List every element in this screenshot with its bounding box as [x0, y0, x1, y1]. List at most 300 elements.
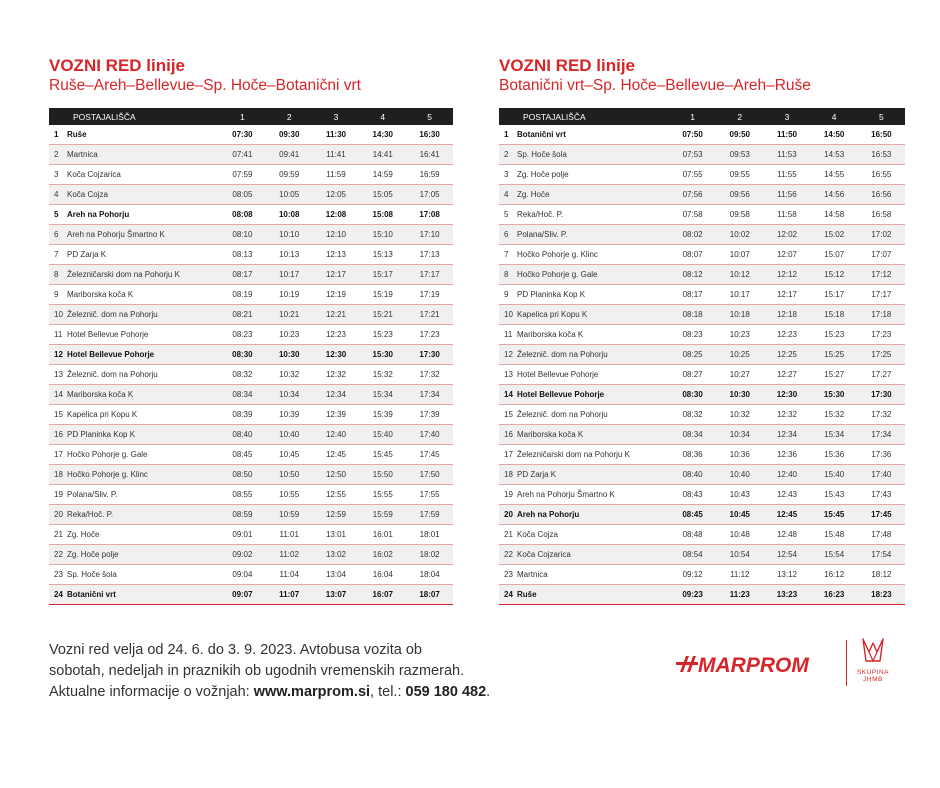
departure-time: 12:45: [313, 445, 360, 465]
departure-time: 12:32: [763, 405, 810, 425]
departure-time: 12:05: [313, 185, 360, 205]
info-line: [49, 682, 490, 703]
departure-time: 11:58: [763, 205, 810, 225]
departure-time: 10:07: [716, 245, 763, 265]
stop-number: 1: [49, 125, 67, 145]
stop-number: 2: [49, 145, 67, 165]
timetable-title: VOZNI RED linije: [49, 56, 186, 75]
departure-time: 10:10: [266, 225, 313, 245]
stop-name: Areh na Pohorju: [517, 505, 669, 525]
table-row: [49, 265, 453, 285]
stop-name: Hotel Bellevue Pohorje: [517, 385, 669, 405]
departure-time: 12:36: [763, 445, 810, 465]
stop-number: 21: [499, 525, 517, 545]
stop-name: Hočko Pohorje g. Gale: [67, 445, 219, 465]
stop-name: Polana/Sliv. P.: [517, 225, 669, 245]
departure-time: 13:02: [313, 545, 360, 565]
departure-time: 12:21: [313, 305, 360, 325]
departure-time: 12:40: [313, 425, 360, 445]
departure-time: 12:23: [763, 325, 810, 345]
departure-time: 14:59: [359, 165, 406, 185]
departure-time: 15:34: [359, 385, 406, 405]
table-row: [49, 245, 453, 265]
table-row: [499, 425, 905, 445]
departure-time: 10:30: [266, 345, 313, 365]
departure-time: 15:55: [359, 485, 406, 505]
table-body: [49, 125, 453, 605]
stop-name: Koča Cojza: [67, 185, 219, 205]
departure-time: 11:12: [716, 565, 763, 585]
departure-time: 10:27: [716, 365, 763, 385]
departure-time: 10:18: [716, 305, 763, 325]
departure-time: 07:55: [669, 165, 716, 185]
departure-time: 17:32: [406, 365, 453, 385]
departure-time: 15:36: [811, 445, 858, 465]
table-row: [499, 225, 905, 245]
header-stops: POSTAJALIŠČA: [67, 108, 219, 125]
departure-time: 10:19: [266, 285, 313, 305]
stop-number: 17: [499, 445, 517, 465]
departure-time: 16:53: [858, 145, 905, 165]
stop-name: Hotel Bellevue Pohorje: [67, 325, 219, 345]
departure-time: 17:13: [406, 245, 453, 265]
departure-time: 15:18: [811, 305, 858, 325]
departure-time: 10:05: [266, 185, 313, 205]
stop-number: 3: [49, 165, 67, 185]
departure-time: 10:08: [266, 205, 313, 225]
table-row: [49, 125, 453, 145]
departure-time: 16:59: [406, 165, 453, 185]
departure-time: 08:18: [669, 305, 716, 325]
stop-name: PD Planinka Kop K: [67, 425, 219, 445]
departure-time: 17:30: [406, 345, 453, 365]
table-body: [499, 125, 905, 605]
logo-divider: [846, 640, 847, 686]
departure-time: 17:08: [406, 205, 453, 225]
departure-time: 12:50: [313, 465, 360, 485]
group-label-line-2: JHMB: [863, 676, 883, 683]
departure-time: 10:39: [266, 405, 313, 425]
departure-time: 12:12: [763, 265, 810, 285]
table-row: [49, 185, 453, 205]
table-row: [49, 565, 453, 585]
departure-time: 18:23: [858, 585, 905, 605]
departure-time: 11:02: [266, 545, 313, 565]
departure-time: 14:50: [811, 125, 858, 145]
departure-time: 17:23: [406, 325, 453, 345]
departure-time: 12:30: [313, 345, 360, 365]
stop-name: Zg. Hoče: [67, 525, 219, 545]
departure-time: 17:34: [858, 425, 905, 445]
departure-time: 16:07: [359, 585, 406, 605]
departure-time: 17:40: [858, 465, 905, 485]
departure-time: 09:01: [219, 525, 266, 545]
stop-number: 6: [499, 225, 517, 245]
departure-time: 17:50: [406, 465, 453, 485]
phone-number[interactable]: 059 180 482: [405, 684, 487, 700]
departure-time: 08:34: [669, 425, 716, 445]
stop-number: 9: [49, 285, 67, 305]
departure-time: 08:36: [669, 445, 716, 465]
marprom-logo-text: MARPROM: [698, 654, 809, 677]
departure-time: 16:04: [359, 565, 406, 585]
table-row: [499, 185, 905, 205]
stop-number: 24: [49, 585, 67, 605]
departure-time: 08:45: [219, 445, 266, 465]
departure-time: 08:07: [669, 245, 716, 265]
departure-time: 10:23: [266, 325, 313, 345]
header-number: [49, 108, 67, 125]
departure-time: 12:34: [763, 425, 810, 445]
departure-time: 15:27: [811, 365, 858, 385]
departure-time: 09:58: [716, 205, 763, 225]
stop-number: 15: [499, 405, 517, 425]
stop-number: 9: [499, 285, 517, 305]
departure-time: 15:17: [811, 285, 858, 305]
table-row: [499, 265, 905, 285]
stop-number: 14: [499, 385, 517, 405]
departure-time: 15:10: [359, 225, 406, 245]
table-row: [49, 225, 453, 245]
timetable-table: [499, 108, 905, 605]
table-row: [49, 445, 453, 465]
departure-time: 15:54: [811, 545, 858, 565]
table-row: [499, 245, 905, 265]
stop-number: 2: [499, 145, 517, 165]
departure-time: 11:55: [763, 165, 810, 185]
departure-time: 17:48: [858, 525, 905, 545]
departure-time: 12:17: [313, 265, 360, 285]
departure-time: 09:41: [266, 145, 313, 165]
departure-time: 17:12: [858, 265, 905, 285]
departure-time: 12:17: [763, 285, 810, 305]
table-row: [49, 325, 453, 345]
departure-time: 08:19: [219, 285, 266, 305]
departure-time: 14:55: [811, 165, 858, 185]
departure-time: 10:36: [716, 445, 763, 465]
departure-time: 15:32: [811, 405, 858, 425]
stop-number: 12: [499, 345, 517, 365]
departure-time: 17:39: [406, 405, 453, 425]
stop-name: Železničarski dom na Pohorju K: [517, 445, 669, 465]
stop-name: Reka/Hoč. P.: [67, 505, 219, 525]
departure-time: 15:30: [359, 345, 406, 365]
table-row: [499, 485, 905, 505]
departure-time: 15:40: [359, 425, 406, 445]
stop-number: 5: [49, 205, 67, 225]
departure-time: 12:59: [313, 505, 360, 525]
website-link[interactable]: www.marprom.si: [253, 684, 371, 700]
departure-time: 12:08: [313, 205, 360, 225]
stop-name: Kapelica pri Kopu K: [517, 305, 669, 325]
validity-line-1: Vozni red velja od 24. 6. do 3. 9. 2023. Avtobusa vozita ob: [49, 642, 422, 658]
departure-time: 17:34: [406, 385, 453, 405]
departure-time: 09:02: [219, 545, 266, 565]
departure-time: 08:48: [669, 525, 716, 545]
table-row: [499, 545, 905, 565]
departure-time: 18:01: [406, 525, 453, 545]
table-row: [49, 545, 453, 565]
marprom-logo: [676, 648, 836, 680]
stop-number: 14: [49, 385, 67, 405]
departure-time: 10:30: [716, 385, 763, 405]
table-row: [499, 525, 905, 545]
table-row: [49, 345, 453, 365]
departure-time: 10:32: [716, 405, 763, 425]
table-row: [499, 345, 905, 365]
departure-time: 07:59: [219, 165, 266, 185]
departure-time: 11:23: [716, 585, 763, 605]
departure-time: 15:07: [811, 245, 858, 265]
departure-time: 12:43: [763, 485, 810, 505]
stop-name: Zg. Hoče polje: [67, 545, 219, 565]
stop-number: 11: [49, 325, 67, 345]
stop-number: 4: [49, 185, 67, 205]
stop-name: Koča Cojza: [517, 525, 669, 545]
stop-number: 15: [49, 405, 67, 425]
departure-time: 08:10: [219, 225, 266, 245]
departure-time: 15:40: [811, 465, 858, 485]
header-departure-3: 3: [313, 108, 360, 125]
jhmb-crown-icon: [860, 636, 886, 664]
departure-time: 08:32: [669, 405, 716, 425]
departure-time: 11:07: [266, 585, 313, 605]
departure-time: 15:19: [359, 285, 406, 305]
departure-time: 16:01: [359, 525, 406, 545]
departure-time: 15:12: [811, 265, 858, 285]
departure-time: 13:23: [763, 585, 810, 605]
departure-time: 12:54: [763, 545, 810, 565]
info-mid: , tel.:: [370, 684, 406, 700]
validity-note: [49, 640, 490, 703]
header-number: [499, 108, 517, 125]
departure-time: 10:25: [716, 345, 763, 365]
departure-time: 09:23: [669, 585, 716, 605]
stop-name: Mariborska koča K: [67, 285, 219, 305]
table-row: [499, 465, 905, 485]
stop-number: 11: [499, 325, 517, 345]
departure-time: 18:04: [406, 565, 453, 585]
departure-time: 10:48: [716, 525, 763, 545]
departure-time: 10:55: [266, 485, 313, 505]
stop-number: 21: [49, 525, 67, 545]
departure-time: 16:02: [359, 545, 406, 565]
table-row: [49, 485, 453, 505]
stop-number: 17: [49, 445, 67, 465]
stop-number: 13: [499, 365, 517, 385]
stop-name: PD Zarja K: [517, 465, 669, 485]
stop-number: 7: [49, 245, 67, 265]
table-header-row: [499, 108, 905, 125]
departure-time: 14:56: [811, 185, 858, 205]
stop-name: Sp. Hoče šola: [517, 145, 669, 165]
stop-number: 1: [499, 125, 517, 145]
departure-time: 11:01: [266, 525, 313, 545]
departure-time: 12:10: [313, 225, 360, 245]
departure-time: 17:36: [858, 445, 905, 465]
stop-name: Zg. Hoče polje: [517, 165, 669, 185]
stop-name: Martnica: [517, 565, 669, 585]
departure-time: 08:39: [219, 405, 266, 425]
table-row: [499, 285, 905, 305]
departure-time: 08:43: [669, 485, 716, 505]
departure-time: 11:04: [266, 565, 313, 585]
departure-time: 10:45: [266, 445, 313, 465]
departure-time: 11:50: [763, 125, 810, 145]
stop-number: 23: [499, 565, 517, 585]
header-departure-1: 1: [219, 108, 266, 125]
info-prefix: Aktualne informacije o vožnjah:: [49, 684, 254, 700]
table-row: [49, 205, 453, 225]
header-departure-2: 2: [266, 108, 313, 125]
departure-time: 10:45: [716, 505, 763, 525]
departure-time: 12:55: [313, 485, 360, 505]
stop-number: 22: [49, 545, 67, 565]
departure-time: 08:23: [669, 325, 716, 345]
departure-time: 12:19: [313, 285, 360, 305]
header-departure-2: 2: [716, 108, 763, 125]
departure-time: 08:17: [219, 265, 266, 285]
departure-time: 10:54: [716, 545, 763, 565]
header-stops: POSTAJALIŠČA: [517, 108, 669, 125]
departure-time: 12:07: [763, 245, 810, 265]
stop-name: Mariborska koča K: [517, 425, 669, 445]
departure-time: 15:50: [359, 465, 406, 485]
departure-time: 16:12: [811, 565, 858, 585]
departure-time: 08:23: [219, 325, 266, 345]
departure-time: 17:59: [406, 505, 453, 525]
departure-time: 10:40: [266, 425, 313, 445]
stop-name: Botanični vrt: [67, 585, 219, 605]
stop-number: 19: [499, 485, 517, 505]
departure-time: 07:58: [669, 205, 716, 225]
departure-time: 11:41: [313, 145, 360, 165]
stop-number: 20: [49, 505, 67, 525]
departure-time: 10:32: [266, 365, 313, 385]
departure-time: 15:59: [359, 505, 406, 525]
departure-time: 10:13: [266, 245, 313, 265]
departure-time: 18:02: [406, 545, 453, 565]
departure-time: 08:32: [219, 365, 266, 385]
departure-time: 17:32: [858, 405, 905, 425]
header-departure-5: 5: [858, 108, 905, 125]
departure-time: 08:40: [669, 465, 716, 485]
departure-time: 07:30: [219, 125, 266, 145]
departure-time: 14:58: [811, 205, 858, 225]
table-row: [499, 385, 905, 405]
departure-time: 13:04: [313, 565, 360, 585]
stop-name: Sp. Hoče šola: [67, 565, 219, 585]
departure-time: 16:30: [406, 125, 453, 145]
departure-time: 17:10: [406, 225, 453, 245]
stop-number: 10: [49, 305, 67, 325]
departure-time: 18:12: [858, 565, 905, 585]
stop-name: Ruše: [67, 125, 219, 145]
table-row: [49, 425, 453, 445]
departure-time: 09:04: [219, 565, 266, 585]
departure-time: 12:23: [313, 325, 360, 345]
departure-time: 15:48: [811, 525, 858, 545]
stop-name: Polana/Sliv. P.: [67, 485, 219, 505]
departure-time: 15:39: [359, 405, 406, 425]
departure-time: 12:39: [313, 405, 360, 425]
stop-number: 7: [499, 245, 517, 265]
departure-time: 14:53: [811, 145, 858, 165]
departure-time: 09:59: [266, 165, 313, 185]
departure-time: 07:41: [219, 145, 266, 165]
stop-number: 24: [499, 585, 517, 605]
stop-name: Koča Cojzarica: [517, 545, 669, 565]
table-row: [49, 505, 453, 525]
stop-name: Reka/Hoč. P.: [517, 205, 669, 225]
timetable-panel-rus-botanicni: [49, 56, 453, 605]
stop-number: 8: [49, 265, 67, 285]
departure-time: 08:17: [669, 285, 716, 305]
departure-time: 18:07: [406, 585, 453, 605]
departure-time: 17:17: [858, 285, 905, 305]
table-row: [49, 385, 453, 405]
departure-time: 08:05: [219, 185, 266, 205]
departure-time: 15:21: [359, 305, 406, 325]
departure-time: 17:40: [406, 425, 453, 445]
departure-time: 16:58: [858, 205, 905, 225]
departure-time: 08:55: [219, 485, 266, 505]
departure-time: 12:13: [313, 245, 360, 265]
stop-number: 19: [49, 485, 67, 505]
departure-time: 17:55: [406, 485, 453, 505]
table-row: [499, 325, 905, 345]
departure-time: 15:30: [811, 385, 858, 405]
departure-time: 17:30: [858, 385, 905, 405]
table-row: [499, 505, 905, 525]
departure-time: 12:30: [763, 385, 810, 405]
departure-time: 12:32: [313, 365, 360, 385]
stop-name: Botanični vrt: [517, 125, 669, 145]
departure-time: 17:21: [406, 305, 453, 325]
departure-time: 17:19: [406, 285, 453, 305]
stop-name: Zg. Hoče: [517, 185, 669, 205]
departure-time: 08:13: [219, 245, 266, 265]
departure-time: 12:02: [763, 225, 810, 245]
departure-time: 15:13: [359, 245, 406, 265]
table-row: [49, 465, 453, 485]
departure-time: 17:54: [858, 545, 905, 565]
departure-time: 10:23: [716, 325, 763, 345]
departure-time: 09:50: [716, 125, 763, 145]
departure-time: 17:23: [858, 325, 905, 345]
departure-time: 17:07: [858, 245, 905, 265]
header-departure-5: 5: [406, 108, 453, 125]
departure-time: 17:17: [406, 265, 453, 285]
departure-time: 08:30: [219, 345, 266, 365]
departure-time: 13:07: [313, 585, 360, 605]
stop-number: 18: [499, 465, 517, 485]
stop-name: Železnič. dom na Pohorju: [67, 305, 219, 325]
departure-time: 16:55: [858, 165, 905, 185]
table-row: [499, 565, 905, 585]
stop-number: 3: [499, 165, 517, 185]
departure-time: 17:45: [406, 445, 453, 465]
stop-number: 12: [49, 345, 67, 365]
departure-time: 09:56: [716, 185, 763, 205]
departure-time: 07:56: [669, 185, 716, 205]
info-end: .: [486, 684, 491, 700]
departure-time: 09:30: [266, 125, 313, 145]
stop-number: 20: [499, 505, 517, 525]
departure-time: 15:45: [359, 445, 406, 465]
departure-time: 14:30: [359, 125, 406, 145]
departure-time: 17:18: [858, 305, 905, 325]
